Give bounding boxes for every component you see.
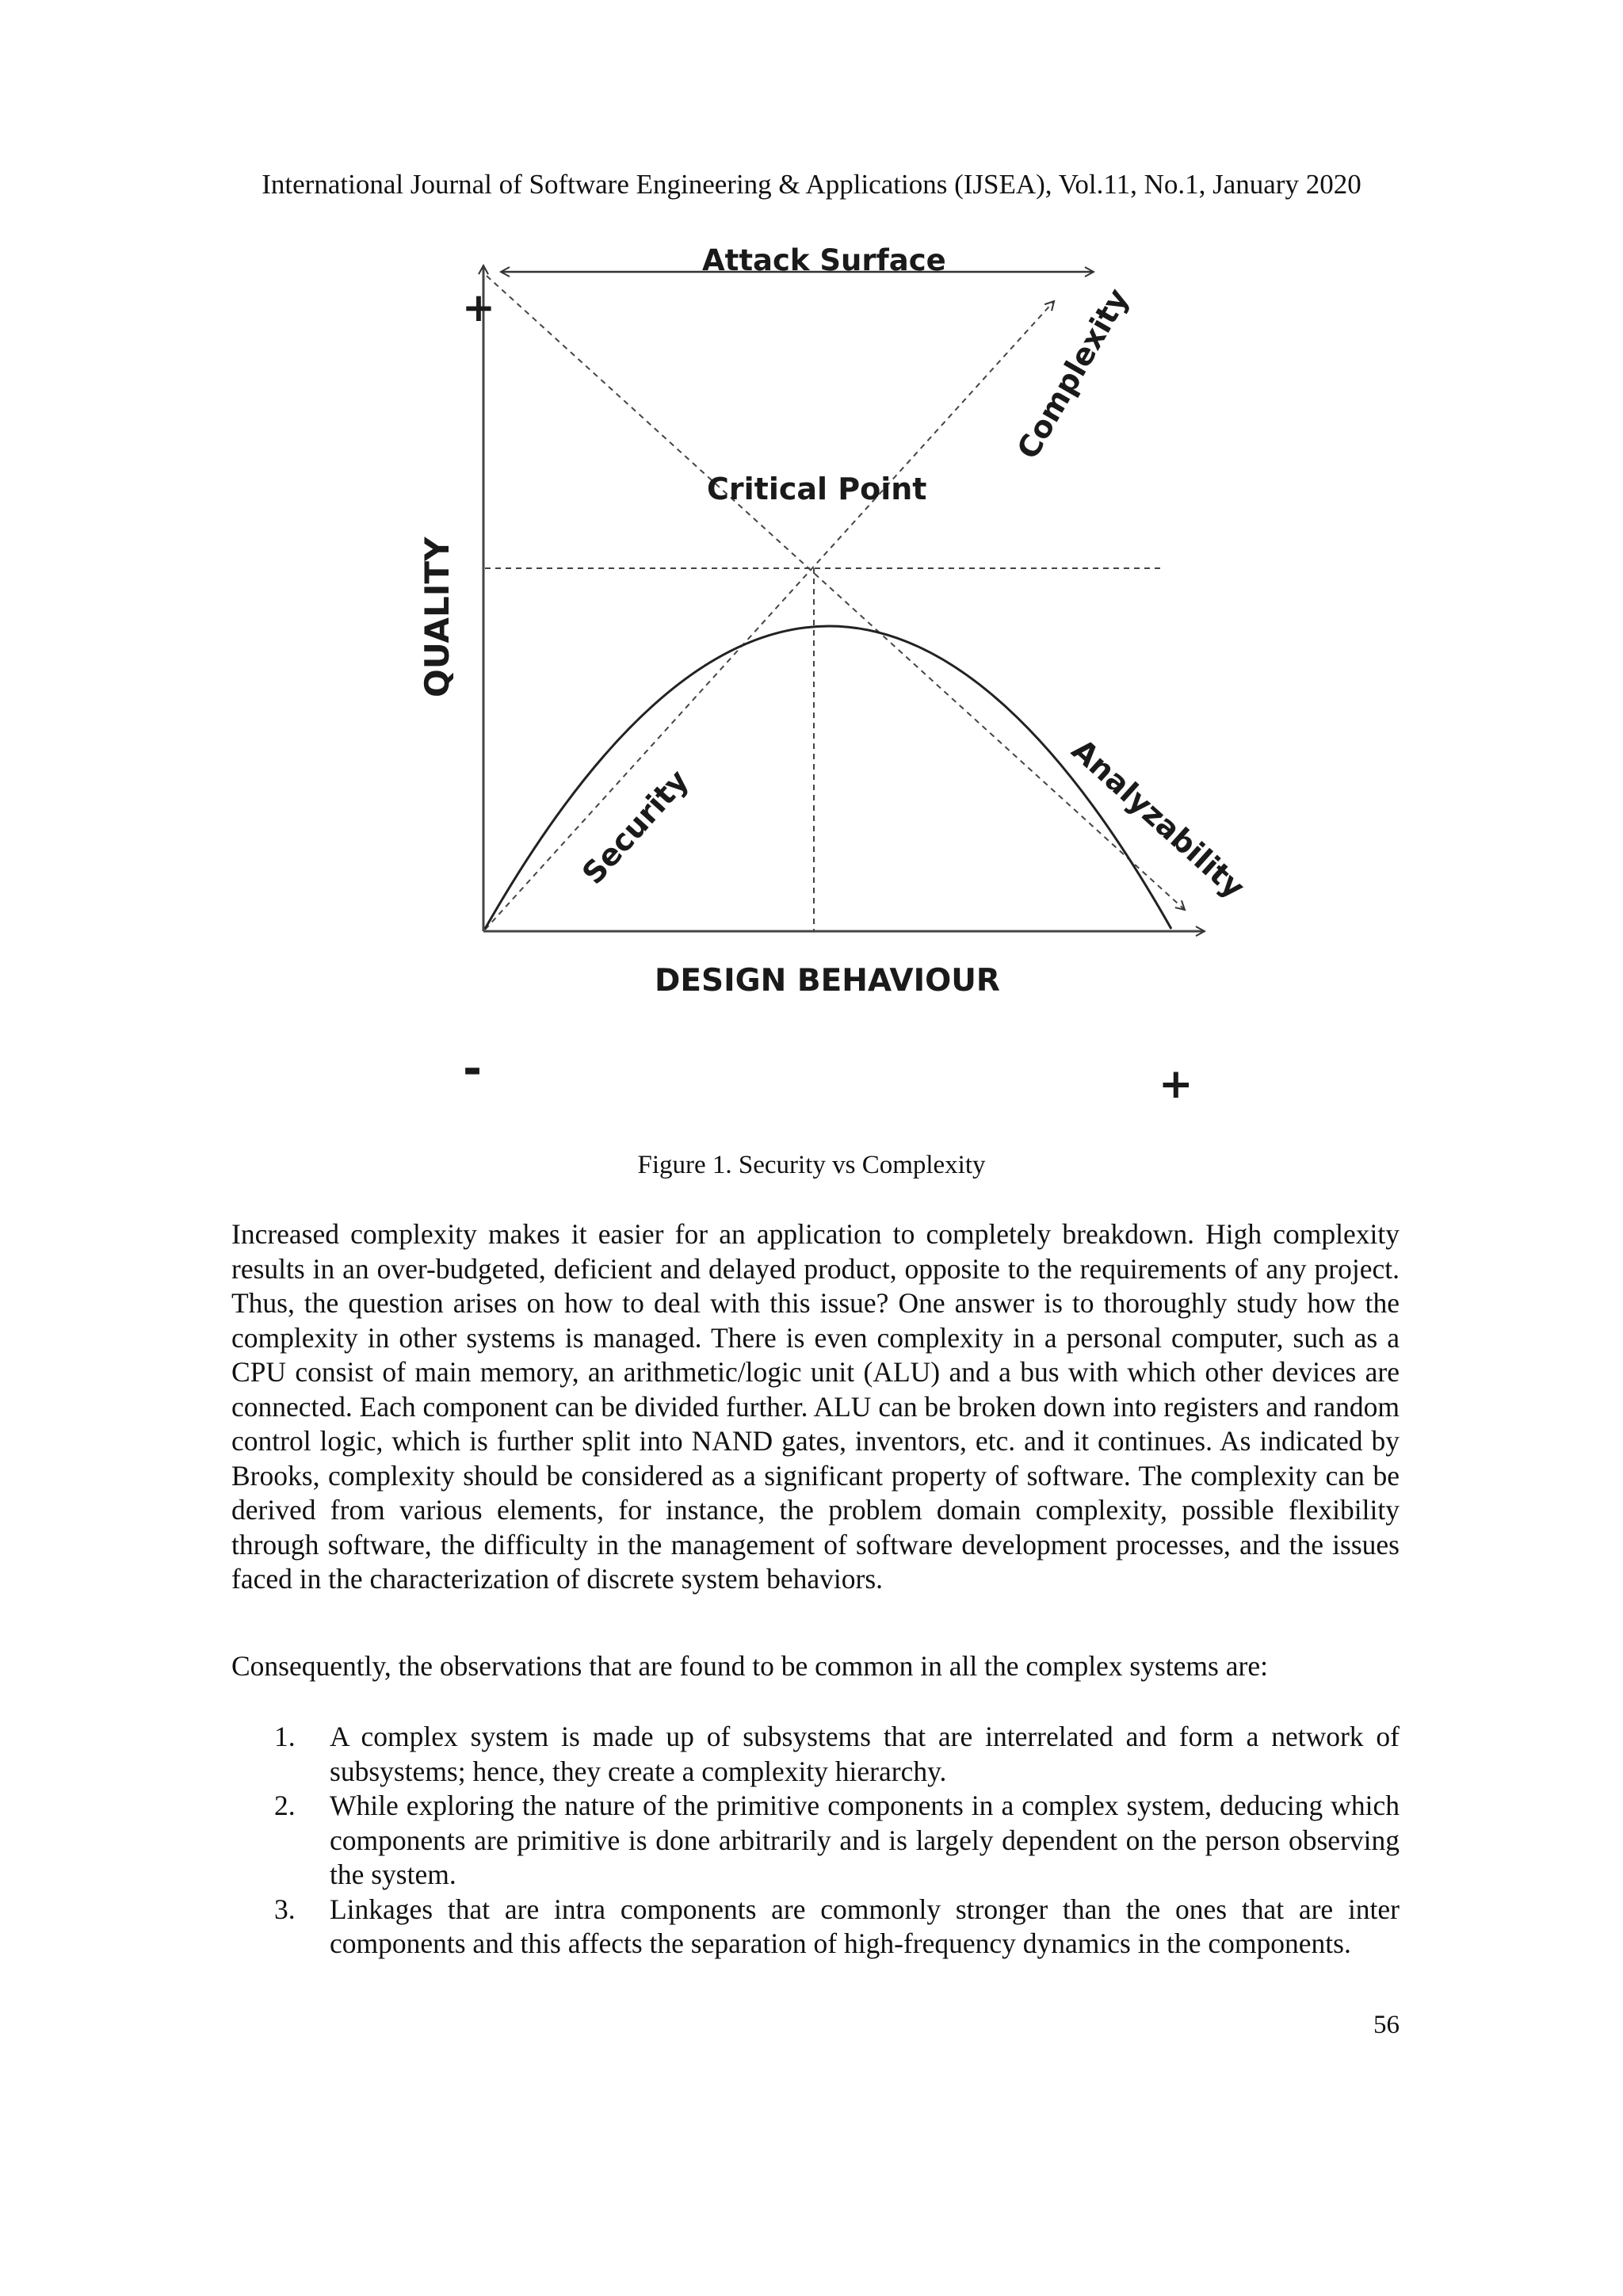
figure-caption: Figure 1. Security vs Complexity	[637, 1151, 986, 1179]
page-number: 56	[1373, 2011, 1400, 2039]
list-item-number: 2.	[274, 1790, 296, 1821]
complexity-label: Complexity	[1010, 282, 1136, 465]
x-axis-minus-label: -	[463, 1041, 483, 1095]
design-behaviour-axis-label: DESIGN BEHAVIOUR	[655, 963, 1000, 999]
security-label: Security	[575, 762, 696, 892]
figure-security-vs-complexity	[404, 246, 1276, 1125]
list-item	[231, 1720, 1400, 1789]
y-axis-plus-label: +	[462, 285, 495, 330]
body-paragraph-1: Increased complexity makes it easier for an application to completely breakdown. High complexity results in an over-budgeted, deficient and delayed product, opposite to the requirements of any project. Thus, the question arises on how to deal with this issue? One answer is to thoroughly study how the complexity in other systems is managed. There is even complexity in a personal computer, such as a CPU consist of main memory, an arithmetic/logic unit (ALU) and a bus with which other devices are connected. Each component can be divided further. ALU can be broken down into registers and random control logic, which is further split into NAND gates, inventors, etc. and it continues. As indicated by Brooks, complexity should be considered as a significant property of software. The complexity can be derived from various elements, for instance, the problem domain complexity, possible flexibility through software, the difficulty in the management of software development processes, and the issues faced in the characterization of discrete system behaviors.	[231, 1218, 1400, 1595]
running-header: International Journal of Software Engineering & Applications (IJSEA), Vol.11, No.1, January 2020	[262, 169, 1361, 200]
figure-diagram	[404, 246, 1276, 1125]
complexity-dashed-line	[485, 301, 1054, 930]
list-item-number: 3.	[274, 1893, 296, 1925]
quality-curve	[485, 626, 1171, 929]
list-item-text: While exploring the nature of the primitive components in a complex system, deducing which components are primitive is done arbitrarily and is largely dependent on the person observing the system.	[330, 1790, 1400, 1890]
list-item-text: Linkages that are intra components are commonly stronger than the ones that are inter components and this affects the separation of high-frequency dynamics in the components.	[330, 1893, 1400, 1959]
list-item	[231, 1893, 1400, 1962]
list-item-text: A complex system is made up of subsystems that are interrelated and form a network of subsystems; hence, they create a complexity hierarchy.	[330, 1721, 1400, 1787]
list-item-number: 1.	[274, 1721, 296, 1752]
body-paragraph-2: Consequently, the observations that are found to be common in all the complex systems are:	[231, 1650, 1268, 1682]
x-axis-plus-label: +	[1159, 1060, 1193, 1108]
observations-list	[231, 1720, 1400, 1962]
attack-surface-label: Attack Surface	[702, 246, 946, 277]
quality-axis-label: QUALITY	[418, 537, 456, 697]
analyzability-label: Analyzability	[1064, 732, 1252, 905]
critical-point-label: Critical Point	[707, 472, 927, 506]
list-item	[231, 1789, 1400, 1893]
